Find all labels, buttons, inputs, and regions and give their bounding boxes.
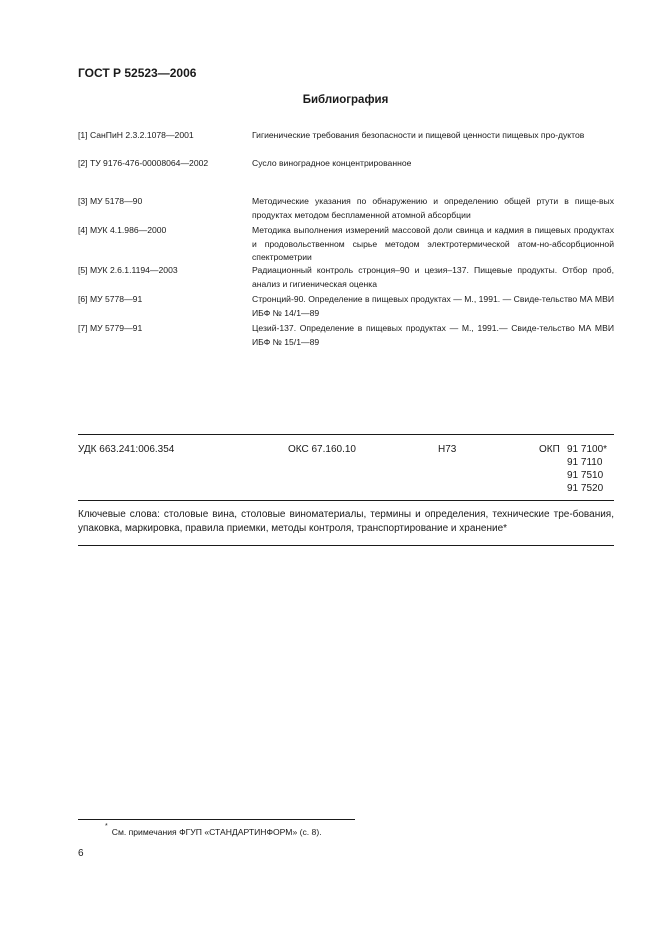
okp-code: 91 7100* [567, 444, 608, 455]
entry-code: [2] ТУ 9176-476-00008064—2002 [78, 158, 209, 168]
udk-code: УДК 663.241:006.354 [78, 444, 175, 455]
group-code: Н73 [438, 444, 457, 455]
okp-label: ОКП [539, 444, 560, 455]
entry-code: [5] МУК 2.6.1.1194—2003 [78, 265, 178, 275]
keywords: Ключевые слова: столовые вина, столовые виноматериалы, термины и определения, технические тре-бования, упаковка, маркировка, правила приемки, методы контроля, транспортирование и хранение* [78, 509, 614, 534]
footnote-divider [78, 819, 355, 820]
okp-code-list [567, 457, 603, 495]
entry-code: [7] МУ 5779—91 [78, 323, 143, 333]
okp-code: 91 7110 [567, 457, 603, 468]
page-number: 6 [78, 848, 84, 859]
entry-code: [1] СанПиН 2.3.2.1078—2001 [78, 130, 194, 140]
entry-description: Стронций-90. Определение в пищевых продуктах — М., 1991. — Свиде-тельство МА МВИ ИБФ № 14/1—89 [252, 294, 614, 318]
okp-code: 91 7510 [567, 469, 604, 481]
entry-description: Радиационный контроль стронция–90 и цезия–137. Пищевые продукты. Отбор проб, анализ и гигиеническая оценка [252, 265, 614, 289]
footnote-text: См. примечания ФГУП «СТАНДАРТИНФОРМ» (с. 8). [111, 826, 322, 837]
document-header: ГОСТ Р 52523—2006 [78, 66, 197, 80]
oks-code: ОКС 67.160.10 [288, 444, 356, 455]
entry-description: Сусло виноградное концентрированное [252, 158, 412, 168]
entry-code: [3] МУ 5178—90 [78, 196, 143, 206]
footnote-mark: * [105, 823, 108, 830]
entry-description: Методика выполнения измерений массовой доли свинца и кадмия в пищевых продуктах и продовольственном сырье методом электротермической атом-но-абсорбционной спектрометрии [252, 225, 614, 262]
okp-code: 91 7520 [567, 482, 604, 494]
bibliography-title: Библиография [302, 94, 389, 106]
entry-description: Гигиенические требования безопасности и пищевой ценности пищевых про-дуктов [252, 130, 585, 140]
middle-divider [78, 500, 614, 501]
entry-code: [4] МУК 4.1.986—2000 [78, 225, 167, 235]
footnote [105, 823, 322, 837]
entry-description: Методические указания по обнаружению и определению общей ртути в пище-вых продуктах методом беспламенной атомной абсорбции [252, 196, 614, 220]
top-divider [78, 434, 614, 435]
entry-code: [6] МУ 5778—91 [78, 294, 143, 304]
entry-description: Цезий-137. Определение в пищевых продуктах — М., 1991.— Свиде-тельство МА МВИ ИБФ № 15/1—89 [252, 323, 614, 347]
bottom-divider [78, 545, 614, 546]
